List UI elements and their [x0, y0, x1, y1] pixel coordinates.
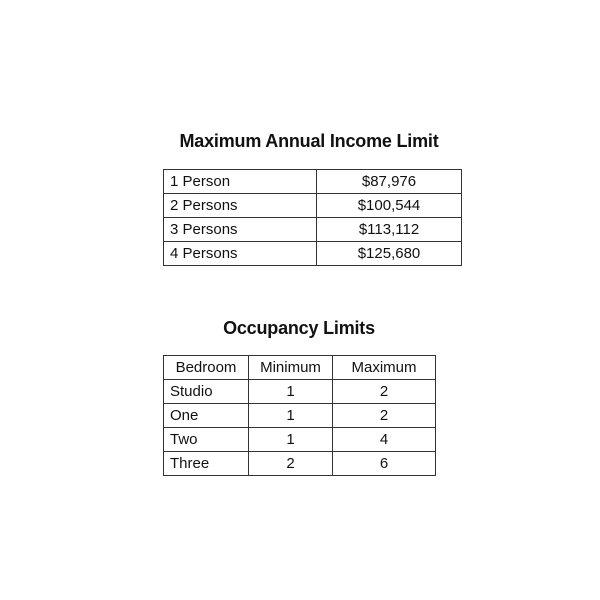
maximum-column-header: Maximum	[333, 356, 436, 380]
household-size-cell: 4 Persons	[164, 242, 317, 266]
income-limit-title: Maximum Annual Income Limit	[179, 131, 439, 151]
table-row	[164, 428, 436, 452]
income-limit-cell: $100,544	[317, 194, 462, 218]
income-limit-cell: $113,112	[317, 218, 462, 242]
household-size-cell: 3 Persons	[164, 218, 317, 242]
income-limit-cell: $125,680	[317, 242, 462, 266]
table-row	[164, 404, 436, 428]
maximum-cell: 2	[333, 404, 436, 428]
bedroom-cell: Two	[164, 428, 249, 452]
bedroom-cell: Studio	[164, 380, 249, 404]
income-limit-table	[163, 169, 462, 266]
table-row	[164, 452, 436, 476]
maximum-cell: 6	[333, 452, 436, 476]
table-row	[164, 242, 462, 266]
bedroom-cell: One	[164, 404, 249, 428]
minimum-column-header: Minimum	[249, 356, 333, 380]
household-size-cell: 1 Person	[164, 170, 317, 194]
occupancy-limits-table	[163, 355, 436, 476]
table-row	[164, 194, 462, 218]
minimum-cell: 1	[249, 428, 333, 452]
income-limit-cell: $87,976	[317, 170, 462, 194]
table-header-row	[164, 356, 436, 380]
maximum-cell: 4	[333, 428, 436, 452]
minimum-cell: 1	[249, 404, 333, 428]
table-row	[164, 170, 462, 194]
maximum-cell: 2	[333, 380, 436, 404]
minimum-cell: 1	[249, 380, 333, 404]
table-row	[164, 218, 462, 242]
occupancy-limits-title: Occupancy Limits	[223, 318, 375, 338]
bedroom-cell: Three	[164, 452, 249, 476]
table-row	[164, 380, 436, 404]
bedroom-column-header: Bedroom	[164, 356, 249, 380]
minimum-cell: 2	[249, 452, 333, 476]
household-size-cell: 2 Persons	[164, 194, 317, 218]
